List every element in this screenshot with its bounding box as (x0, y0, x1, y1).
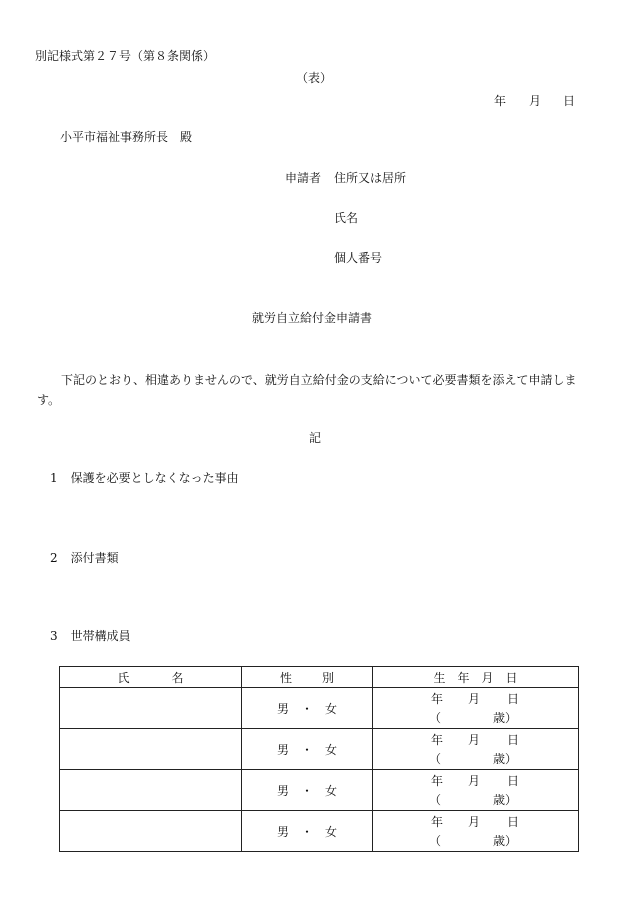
section-1 (50, 472, 239, 484)
birth-day-label: 日 (507, 815, 520, 829)
birth-cell[interactable] (373, 811, 579, 852)
name-cell[interactable] (60, 688, 242, 729)
header-name-char: 名 (171, 670, 184, 685)
age-open-paren: （ (429, 752, 442, 766)
age-open-paren: （ (429, 793, 442, 807)
section-number: 3 (50, 629, 58, 643)
birth-day-label: 日 (507, 692, 520, 706)
age-label: 歳） (493, 711, 518, 725)
date-year-label: 年 (494, 94, 507, 108)
birth-year-label: 年 (431, 733, 444, 747)
addressee-honorific: 殿 (180, 130, 193, 144)
header-name-char: 氏 (117, 670, 130, 685)
table-row (60, 811, 579, 852)
gender-cell[interactable]: 男 ・ 女 (242, 811, 373, 852)
birth-cell[interactable] (373, 729, 579, 770)
body-paragraph: 下記のとおり、相違ありませんので、就労自立給付金の支給について必要書類を添えて申請します。 (37, 373, 577, 407)
ki-marker: 記 (309, 431, 322, 445)
header-birth (373, 667, 579, 688)
birth-cell[interactable] (373, 770, 579, 811)
header-gender-char: 性 (279, 670, 292, 685)
header-birth-char: 年 (457, 670, 470, 685)
household-members-table (59, 666, 579, 852)
age-label: 歳） (493, 752, 518, 766)
section-number: 2 (50, 551, 58, 565)
birth-day-label: 日 (507, 733, 520, 747)
applicant-label: 申請者 (285, 171, 322, 185)
applicant-name-label: 氏名 (334, 211, 359, 225)
date-day-label: 日 (563, 94, 576, 108)
table-row (60, 770, 579, 811)
birth-month-label: 月 (468, 815, 481, 829)
age-label: 歳） (493, 834, 518, 848)
birth-year-label: 年 (431, 692, 444, 706)
birth-month-label: 月 (468, 733, 481, 747)
section-number: 1 (50, 471, 58, 485)
header-gender-char: 別 (322, 670, 335, 685)
document-title: 就労自立給付金申請書 (252, 311, 373, 325)
addressee (60, 131, 192, 143)
section-3 (50, 630, 131, 642)
name-cell[interactable] (60, 811, 242, 852)
age-open-paren: （ (429, 834, 442, 848)
table-row (60, 729, 579, 770)
age-open-paren: （ (429, 711, 442, 725)
name-cell[interactable] (60, 729, 242, 770)
header-name (60, 667, 242, 688)
applicant-personal-number-label: 個人番号 (334, 251, 383, 265)
header-gender (242, 667, 373, 688)
addressee-name: 小平市福祉事務所長 (60, 130, 169, 144)
form-number: 別記様式第２７号（第８条関係） (35, 49, 216, 63)
birth-month-label: 月 (468, 692, 481, 706)
side-label: （表） (296, 71, 333, 85)
gender-cell[interactable]: 男 ・ 女 (242, 688, 373, 729)
section-label: 保護を必要としなくなった事由 (70, 471, 239, 485)
gender-cell[interactable]: 男 ・ 女 (242, 770, 373, 811)
section-2 (50, 552, 119, 564)
age-label: 歳） (493, 793, 518, 807)
applicant-address-label: 住所又は居所 (334, 171, 407, 185)
section-label: 世帯構成員 (70, 629, 131, 643)
birth-year-label: 年 (431, 774, 444, 788)
header-birth-char: 月 (481, 670, 494, 685)
birth-day-label: 日 (507, 774, 520, 788)
date-month-label: 月 (529, 94, 542, 108)
birth-cell[interactable] (373, 688, 579, 729)
header-birth-char: 生 (433, 670, 446, 685)
birth-month-label: 月 (468, 774, 481, 788)
table-header-row (60, 667, 579, 688)
gender-cell[interactable]: 男 ・ 女 (242, 729, 373, 770)
header-birth-char: 日 (505, 670, 518, 685)
birth-year-label: 年 (431, 815, 444, 829)
table-row (60, 688, 579, 729)
section-label: 添付書類 (70, 551, 119, 565)
name-cell[interactable] (60, 770, 242, 811)
